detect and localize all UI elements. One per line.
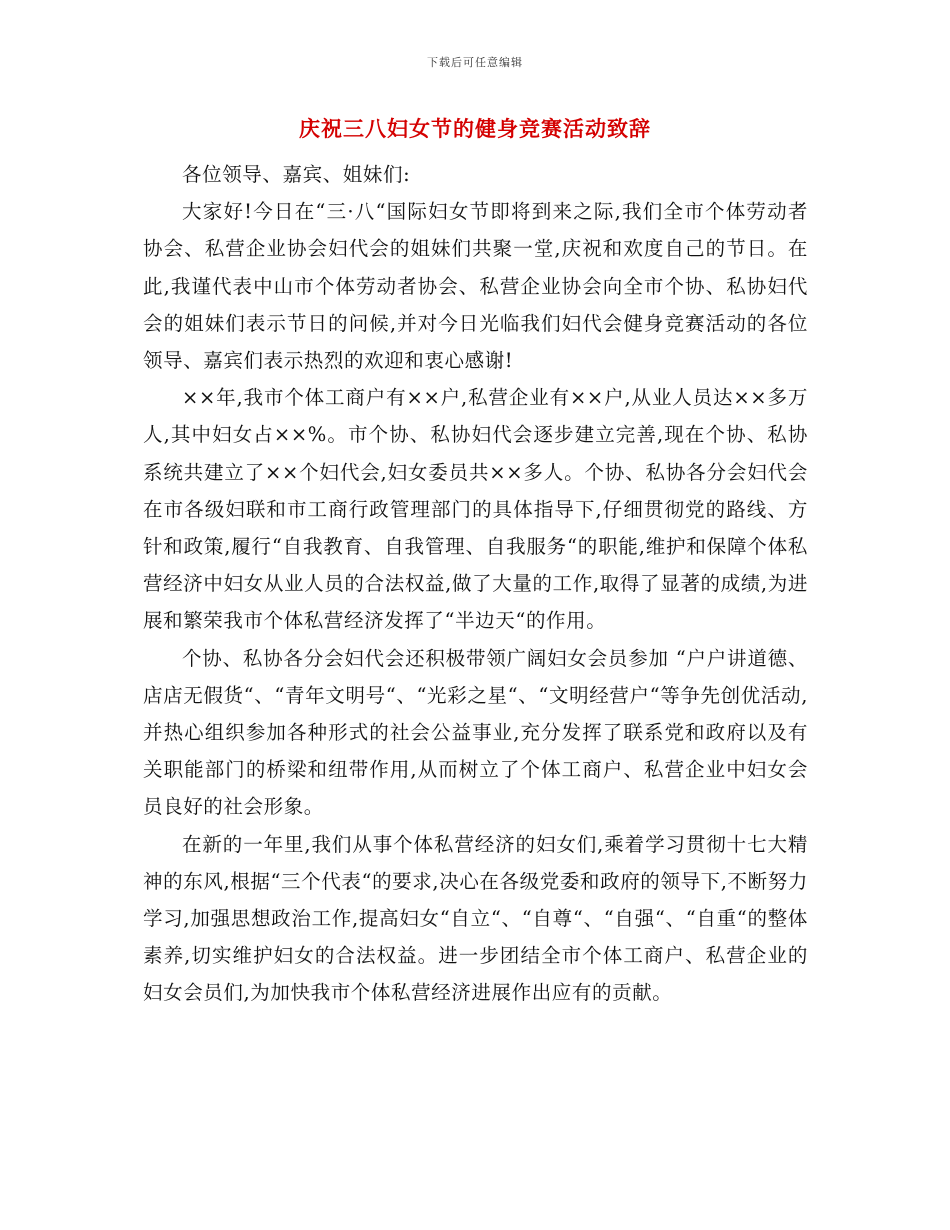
- body-paragraph: 个协、私协各分会妇代会还积极带领广阔妇女会员参加 “户户讲道德、店店无假货“、“青年文明号“、“光彩之星“、“文明经营户“等争先创优活动,并热心组织参加各种形式的社会公益事业,充分发挥了联系党和政府以及有关职能部门的桥梁和纽带作用,从而树立了个体工商户、私营企业中妇女会员良好的社会形象。: [143, 646, 808, 819]
- body-paragraph: 在新的一年里,我们从事个体私营经济的妇女们,乘着学习贯彻十七大精神的东风,根据“三个代表“的要求,决心在各级党委和政府的领导下,不断努力学习,加强思想政治工作,提高妇女“自立“、“自尊“、“自强“、“自重“的整体素养,切实维护妇女的合法权益。进一步团结全市个体工商户、私营企业的妇女会员们,为加快我市个体私营经济进展作出应有的贡献。: [143, 832, 808, 1005]
- header-note: 下载后可任意编辑: [427, 56, 523, 69]
- document-title: 庆祝三八妇女节的健身竞赛活动致辞: [299, 116, 651, 141]
- salutation-paragraph: 各位领导、嘉宾、姐妹们:: [182, 163, 411, 186]
- body-paragraph: ××年,我市个体工商户有××户,私营企业有××户,从业人员达××多万人,其中妇女占××%。市个协、私协妇代会逐步建立完善,现在个协、私协系统共建立了××个妇代会,妇女委员共××多人。个协、私协各分会妇代会在市各级妇联和市工商行政管理部门的具体指导下,仔细贯彻党的路线、方针和政策,履行“自我教育、自我管理、自我服务“的职能,维护和保障个体私营经济中妇女从业人员的合法权益,做了大量的工作,取得了显著的成绩,为进展和繁荣我市个体私营经济发挥了“半边天“的作用。: [143, 386, 808, 633]
- document-body: [143, 156, 808, 1012]
- body-paragraph: 大家好!今日在“三·八“国际妇女节即将到来之际,我们全市个体劳动者协会、私营企业协会妇代会的姐妹们共聚一堂,庆祝和欢度自己的节日。在此,我谨代表中山市个体劳动者协会、私营企业协会向全市个协、私协妇代会的姐妹们表示节日的问候,并对今日光临我们妇代会健身竞赛活动的各位领导、嘉宾们表示热烈的欢迎和衷心感谢!: [143, 200, 808, 373]
